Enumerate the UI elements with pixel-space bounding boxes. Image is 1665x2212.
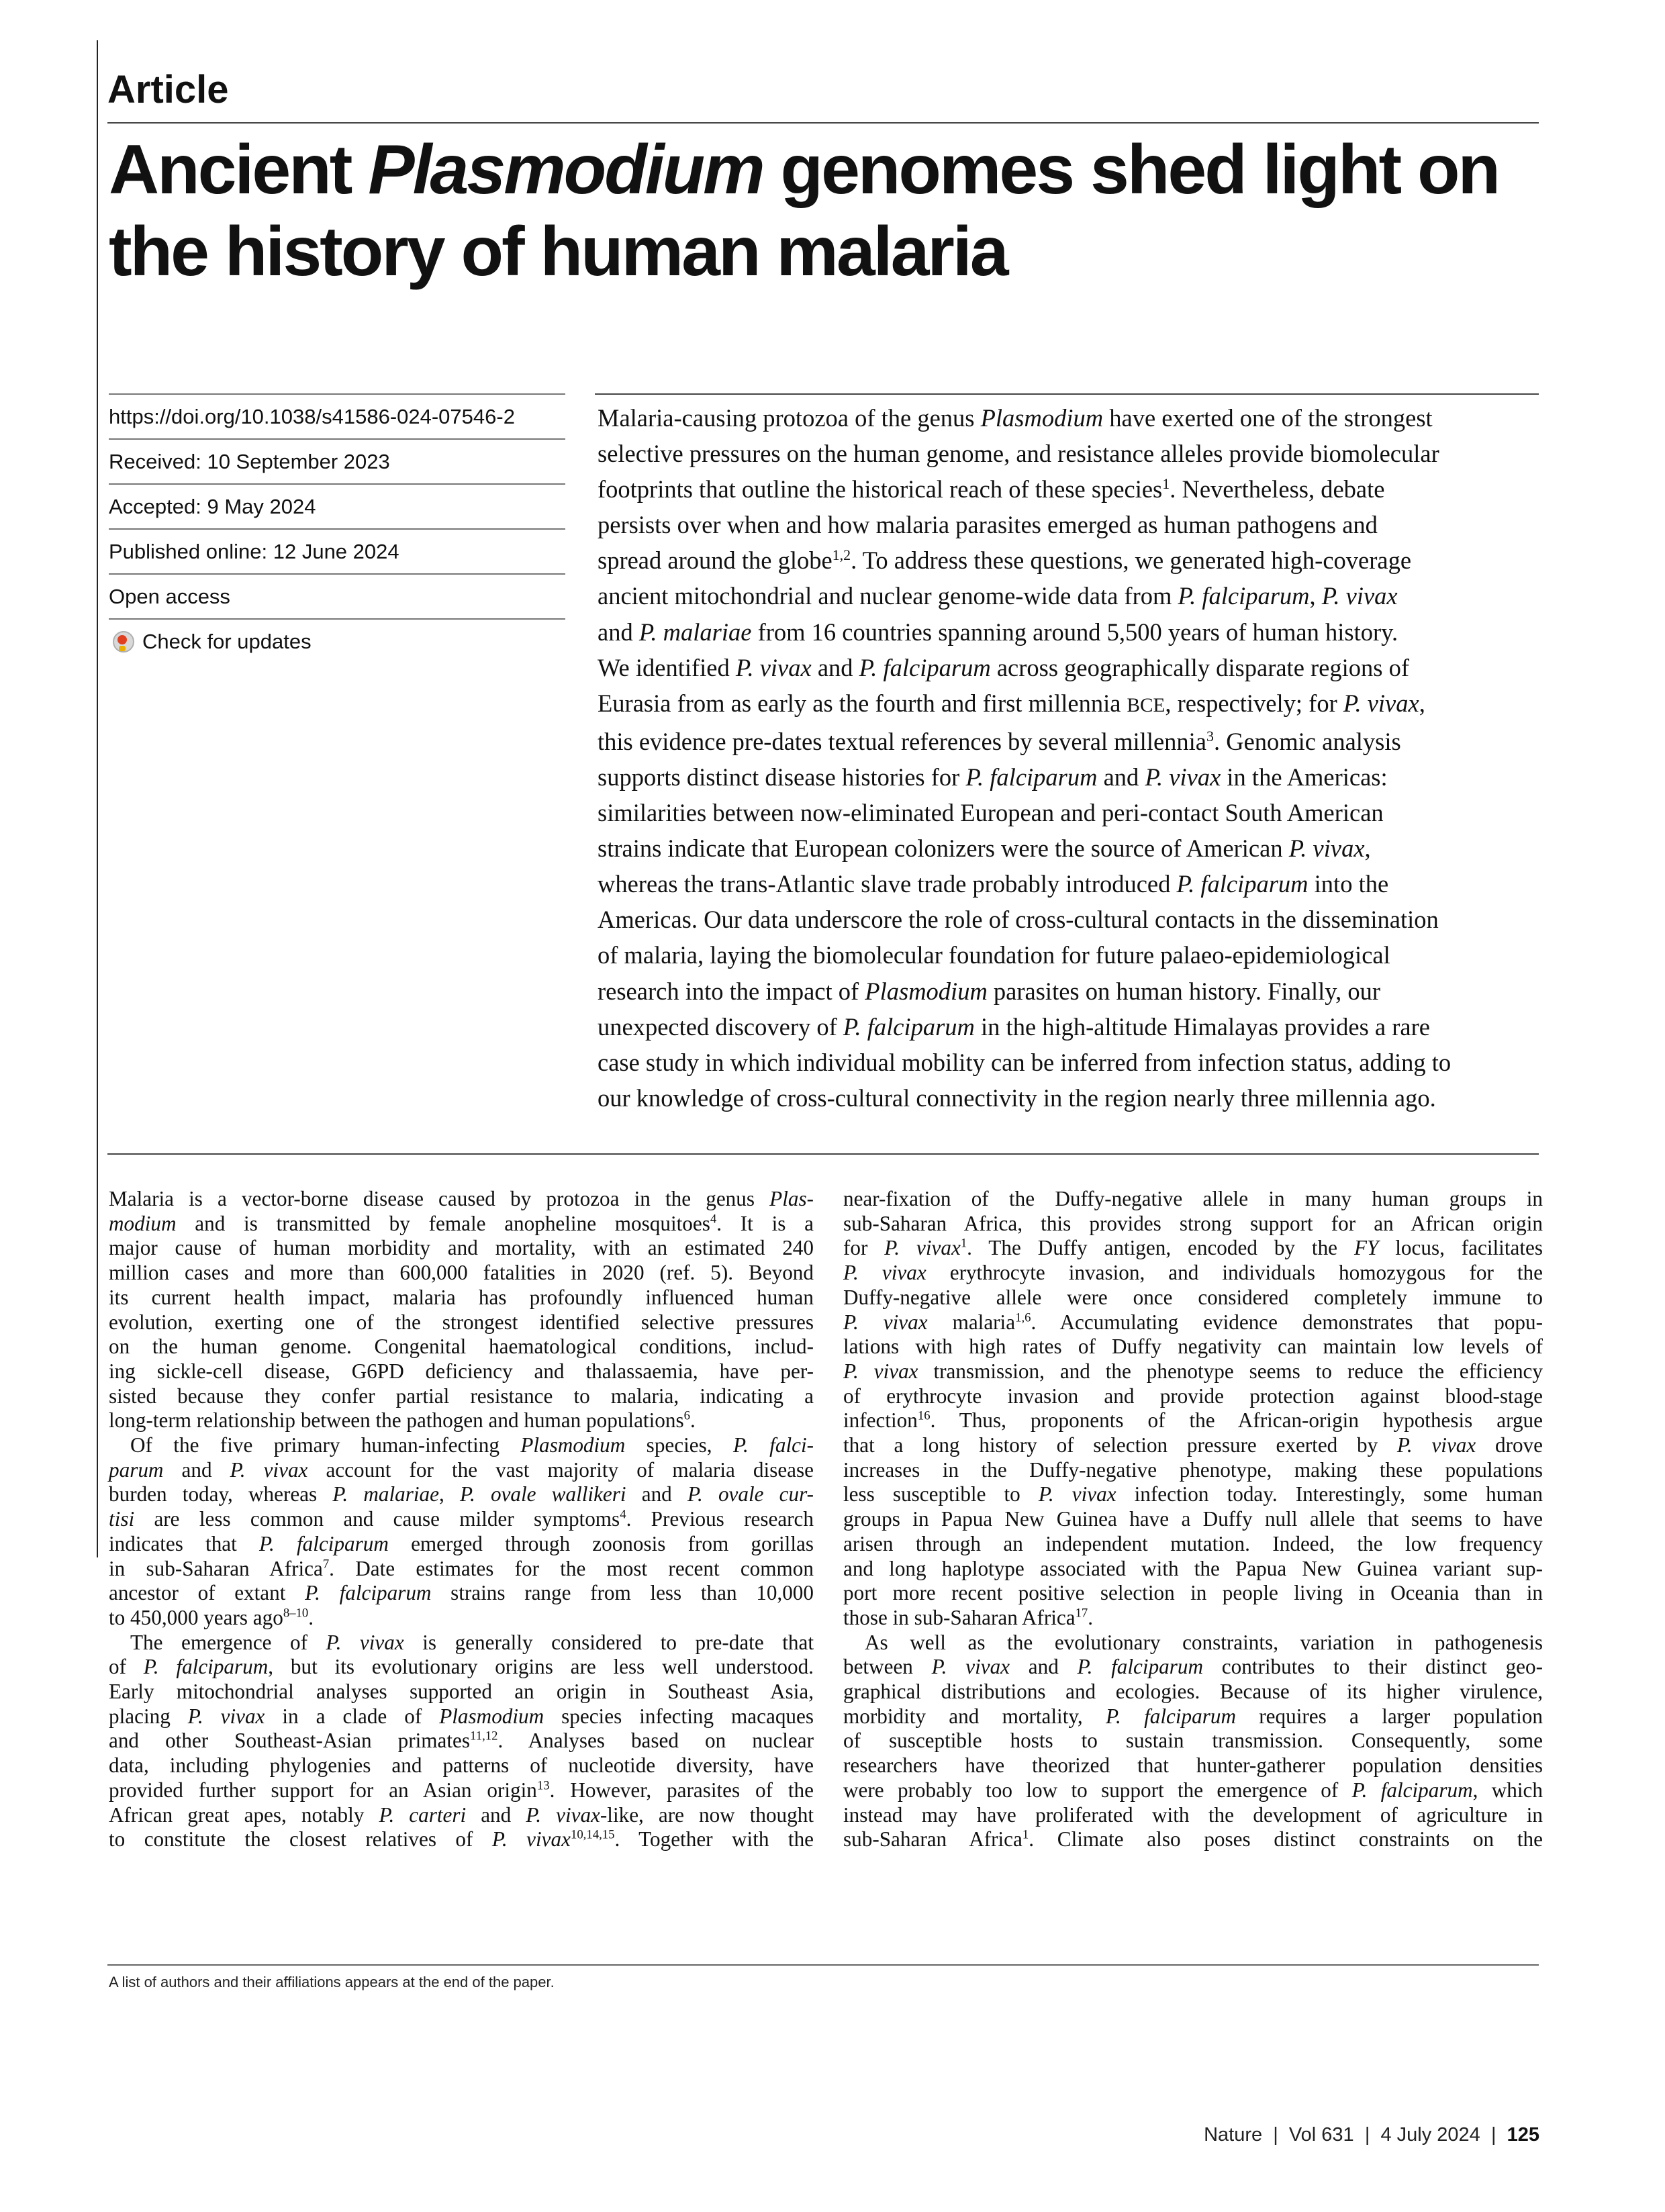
- body-text-line: arisen through an independent mutation. Indeed, the low frequency: [843, 1531, 1543, 1555]
- body-text-line: Early mitochondrial analyses supported an origin in Southeast Asia,: [109, 1680, 814, 1704]
- body-column-left: [109, 1187, 814, 1852]
- body-text-line: indicates that P. falciparum emerged through zoonosis from gorillas: [109, 1531, 814, 1555]
- abstract: [598, 400, 1539, 1116]
- accepted-date: Accepted: 9 May 2024: [109, 485, 565, 530]
- body-text-line: modium and is transmitted by female anopheline mosquitoes$^4$. It is a: [109, 1211, 814, 1235]
- body-text-line: P. vivax transmission, and the phenotype seems to reduce the efficiency: [843, 1359, 1543, 1383]
- abstract-line: Americas. Our data underscore the role of cross-cultural contacts in the dissemination: [598, 906, 1439, 934]
- abstract-line: Eurasia from as early as the fourth and first millennia BCE, respectively; for P. vivax,: [598, 689, 1425, 717]
- abstract-rule: [595, 393, 1539, 395]
- body-text-line: to constitute the closest relatives of P. vivax$^{10,14,15}$. Together with the: [109, 1827, 814, 1852]
- body-text-line: morbidity and mortality, P. falciparum requires a larger population: [843, 1704, 1543, 1728]
- abstract-line: case study in which individual mobility can be inferred from infection status, adding to: [598, 1048, 1452, 1076]
- abstract-line: similarities between now-eliminated European and peri-contact South American: [598, 799, 1384, 827]
- body-text-line: Malaria is a vector-borne disease caused by protozoa in the genus Plas-: [109, 1187, 814, 1210]
- body-text-line: lations with high rates of Duffy negativity can maintain low levels of: [843, 1335, 1543, 1359]
- body-text-line: million cases and more than 600,000 fatalities in 2020 (ref. 5). Beyond: [109, 1261, 814, 1285]
- body-text-line: instead may have proliferated with the development of agriculture in: [843, 1802, 1543, 1827]
- body-text-line: The emergence of P. vivax is generally considered to pre-date that: [130, 1630, 814, 1654]
- body-text-line: Of the five primary human-infecting Plasmodium species, P. falci-: [130, 1433, 814, 1457]
- body-text-line: sub-Saharan Africa, this provides strong support for an African origin: [843, 1211, 1543, 1235]
- article-title: [109, 129, 1545, 293]
- body-text-line: Duffy-negative allele were once considered completely immune to: [843, 1285, 1543, 1309]
- abstract-line: selective pressures on the human genome, and resistance alleles provide biomolecular: [598, 440, 1439, 468]
- body-text-line: burden today, whereas P. malariae, P. ovale wallikeri and P. ovale cur-: [109, 1482, 814, 1506]
- body-text-line: and other Southeast-Asian primates$^{11,12}$. Analyses based on nuclear: [109, 1729, 814, 1753]
- abstract-line: footprints that outline the historical reach of these species$^1$. Nevertheless, debate: [598, 475, 1385, 503]
- abstract-line: whereas the trans-Atlantic slave trade probably introduced P. falciparum into the: [598, 870, 1389, 898]
- journal-name: Nature: [1204, 2124, 1263, 2146]
- body-text-line: parum and P. vivax account for the vast majority of malaria disease: [109, 1457, 814, 1482]
- body-text-line: infection$^{16}$. Thus, proponents of the African-origin hypothesis argue: [843, 1408, 1543, 1433]
- body-text-line: of P. falciparum, but its evolutionary origins are less well understood.: [109, 1655, 814, 1679]
- body-text-line: P. vivax malaria$^{1,6}$. Accumulating evidence demonstrates that popu-: [843, 1310, 1543, 1334]
- body-text-line: sub-Saharan Africa$^1$. Climate also poses distinct constraints on the: [843, 1827, 1543, 1852]
- body-text-line: African great apes, notably P. carteri and P. vivax-like, are now thought: [109, 1802, 814, 1827]
- abstract-line: We identified P. vivax and P. falciparum across geographically disparate regions of: [598, 653, 1410, 681]
- body-text-line: ing sickle-cell disease, G6PD deficiency and thalassaemia, have per-: [109, 1359, 814, 1383]
- body-text-line: evolution, exerting one of the strongest identified selective pressures: [109, 1310, 814, 1334]
- abstract-line: this evidence pre-dates textual references by several millennia$^3$. Genomic analysis: [598, 727, 1401, 755]
- page-footer: [1172, 2124, 1539, 2146]
- body-text-line: of susceptible hosts to sustain transmission. Consequently, some: [843, 1729, 1543, 1753]
- article-type-label: Article: [107, 68, 229, 111]
- body-text-line: data, including phylogenies and patterns of nucleotide diversity, have: [109, 1753, 814, 1778]
- body-text-line: near-fixation of the Duffy-negative allele in many human groups in: [843, 1187, 1543, 1210]
- body-text-line: groups in Papua New Guinea have a Duffy null allele that seems to have: [843, 1507, 1543, 1531]
- abstract-line: our knowledge of cross-cultural connectivity in the region nearly three millennia ago.: [598, 1084, 1436, 1112]
- body-text-line: graphical distributions and ecologies. Because of its higher virulence,: [843, 1680, 1543, 1704]
- body-text-line: were probably too low to support the emergence of P. falciparum, which: [843, 1778, 1543, 1802]
- body-text-line: researchers have theorized that hunter-gatherer population densities: [843, 1753, 1543, 1778]
- body-text-line: between P. vivax and P. falciparum contributes to their distinct geo-: [843, 1655, 1543, 1679]
- body-text-line: sisted because they confer partial resistance to malaria, indicating a: [109, 1384, 814, 1408]
- body-text-line: that a long history of selection pressure exerted by P. vivax drove: [843, 1433, 1543, 1457]
- body-text-line: those in sub-Saharan Africa$^{17}$.: [843, 1605, 1094, 1629]
- body-text-line: in sub-Saharan Africa$^7$. Date estimates for the most recent common: [109, 1556, 814, 1580]
- header-rule: [107, 122, 1539, 124]
- abstract-line: of malaria, laying the biomolecular foundation for future palaeo-epidemiological: [598, 941, 1390, 969]
- body-text-line: its current health impact, malaria has profoundly influenced human: [109, 1285, 814, 1309]
- footer-separator: |: [1273, 2124, 1278, 2146]
- volume: Vol 631: [1288, 2124, 1354, 2146]
- abstract-line: spread around the globe$^{1,2}$. To address these questions, we generated high-coverage: [598, 546, 1412, 575]
- body-text-line: for P. vivax$^1$. The Duffy antigen, encoded by the FY locus, facilitates: [843, 1236, 1543, 1260]
- body-text-line: less susceptible to P. vivax infection today. Interestingly, some human: [843, 1482, 1543, 1506]
- abstract-line: Malaria-causing protozoa of the genus Plasmodium have exerted one of the strongest: [598, 404, 1433, 432]
- issue-date: 4 July 2024: [1380, 2124, 1480, 2146]
- received-date: Received: 10 September 2023: [109, 440, 565, 485]
- body-text-line: to 450,000 years ago$^{8-10}$.: [109, 1605, 314, 1629]
- body-text-line: long-term relationship between the pathogen and human populations$^6$.: [109, 1408, 696, 1433]
- body-text-line: of erythrocyte invasion and provide protection against blood-stage: [843, 1384, 1543, 1408]
- check-for-updates-label: Check for updates: [142, 630, 312, 653]
- title-part: Ancient: [109, 131, 369, 209]
- body-text-line: As well as the evolutionary constraints, variation in pathogenesis: [865, 1630, 1543, 1654]
- title-italic-genus: Plasmodium: [368, 131, 763, 209]
- published-date: Published online: 12 June 2024: [109, 530, 565, 575]
- body-text-line: and long haplotype associated with the Papua New Guinea variant sup-: [843, 1556, 1543, 1580]
- check-for-updates-link[interactable]: [109, 620, 565, 663]
- body-column-right: [843, 1187, 1543, 1852]
- abstract-line: strains indicate that European colonizers were the source of American P. vivax,: [598, 834, 1371, 863]
- footer-separator: |: [1364, 2124, 1370, 2146]
- footnote-rule: [107, 1964, 1539, 1966]
- open-access-label: Open access: [109, 575, 565, 620]
- body-text-line: ancestor of extant P. falciparum strains range from less than 10,000: [109, 1581, 814, 1605]
- body-text-line: port more recent positive selection in people living in Oceania than in: [843, 1581, 1543, 1605]
- body-text-line: on the human genome. Congenital haematological conditions, includ-: [109, 1335, 814, 1359]
- abstract-line: supports distinct disease histories for P. falciparum and P. vivax in the Americas:: [598, 763, 1388, 791]
- doi-link[interactable]: https://doi.org/10.1038/s41586-024-07546-2: [109, 393, 565, 440]
- page-number: 125: [1507, 2124, 1539, 2146]
- title-line-2: the history of human malaria: [109, 213, 1007, 291]
- body-text-line: increases in the Duffy-negative phenotype, making these populations: [843, 1457, 1543, 1482]
- title-part: genomes shed light on: [763, 131, 1499, 209]
- body-text-line: P. vivax erythrocyte invasion, and individuals homozygous for the: [843, 1261, 1543, 1285]
- abstract-line: and P. malariae from 16 countries spanning around 5,500 years of human history.: [598, 618, 1398, 646]
- body-text-line: placing P. vivax in a clade of Plasmodium species infecting macaques: [109, 1704, 814, 1728]
- article-metadata: [109, 393, 565, 663]
- body-text-line: tisi are less common and cause milder symptoms$^4$. Previous research: [109, 1507, 814, 1531]
- abstract-line: unexpected discovery of P. falciparum in the high-altitude Himalayas provides a rare: [598, 1012, 1430, 1041]
- abstract-line: persists over when and how malaria parasites emerged as human pathogens and: [598, 511, 1378, 539]
- check-for-updates-icon: [109, 628, 136, 655]
- footer-separator: |: [1490, 2124, 1496, 2146]
- body-rule: [107, 1153, 1539, 1155]
- abstract-line: ancient mitochondrial and nuclear genome-wide data from P. falciparum, P. vivax: [598, 582, 1398, 610]
- body-text-line: provided further support for an Asian origin$^{13}$. However, parasites of the: [109, 1778, 814, 1802]
- abstract-line: research into the impact of Plasmodium parasites on human history. Finally, our: [598, 977, 1381, 1005]
- body-text-line: major cause of human morbidity and mortality, with an estimated 240: [109, 1236, 814, 1260]
- left-margin-rule: [97, 40, 98, 1557]
- author-footnote: A list of authors and their affiliations appears at the end of the paper.: [109, 1974, 555, 1990]
